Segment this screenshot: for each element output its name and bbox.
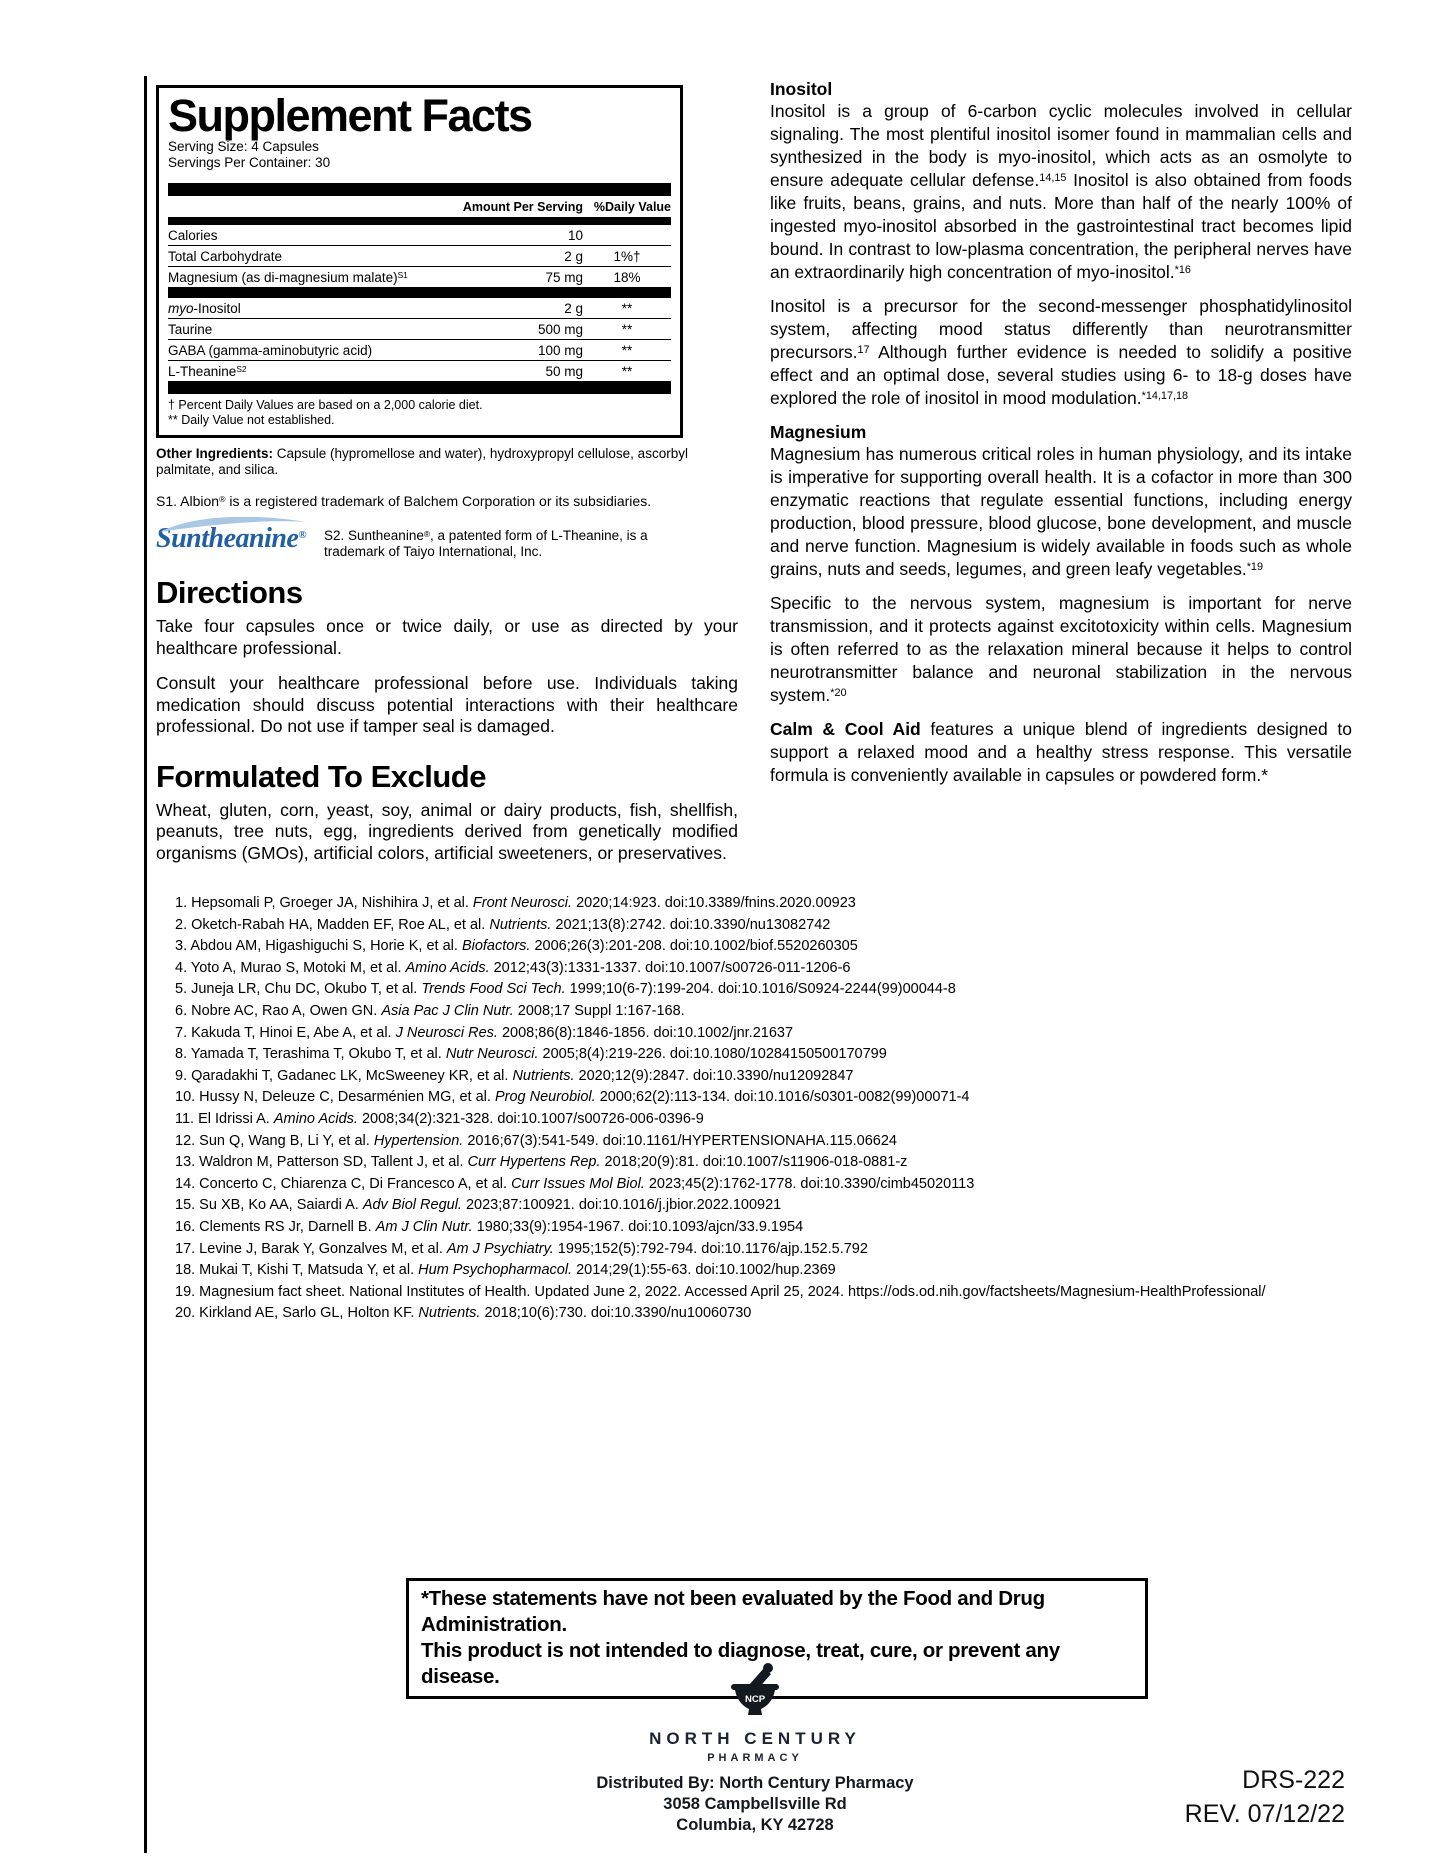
magnesium-paragraph-2: Specific to the nervous system, magnesium is important for nerve transmission, and it protects against excitotoxicity within cells. Magnesium is often referred to as the relaxation mineral because it helps to control neurotransmitter balance and neuronal stabilization in the nervous system.$^{*20}$ [770,593,1352,705]
s2-note-line2: trademark of Taiyo International, Inc. [324,544,543,559]
supplement-facts-title: Supplement Facts [168,90,532,141]
inositol-heading: Inositol [770,79,833,99]
supplement-facts-panel [156,85,683,438]
sf-row: Magnesium (as di-magnesium malate)$^{S1}$ 75 mg 18% [168,266,671,287]
col-header-amount: Amount Per Serving [462,200,583,214]
magnesium-heading: Magnesium [770,422,867,442]
formulated-body: Wheat, gluten, corn, yeast, soy, animal or dairy products, fish, shellfish, peanuts, tree nuts, egg, ingredients derived from genetically modified organisms (GMOs), artificial colors, artificial sweeteners, or preservatives. [156,799,738,863]
directions-paragraph-2: Consult your healthcare professional before use. Individuals taking medication should discuss potential interactions with their healthcare professional. Do not use if tamper seal is damaged. [156,673,738,736]
reference-item: 7. Kakuda T, Hinoi E, Abe A, et al. J Neurosci Res. 2008;86(8):1846-1856. doi:10.1002/jnr.21637 [175,1024,794,1041]
reference-item: 20. Kirkland AE, Sarlo GL, Holton KF. Nutrients. 2018;10(6):730. doi:10.3390/nu10060730 [175,1305,752,1322]
brand-name: NORTH CENTURY [649,1729,861,1748]
calm-cool-aid-rest: features a unique blend of ingredients designed to support a relaxed mood and a healthy stress response. This versatile formula is conveniently available in capsules or powdered form.* [770,719,1353,785]
calm-cool-aid-lead: Calm & Cool Aid [770,719,921,739]
reference-item: 10. Hussy N, Deleuze C, Desarménien MG, et al. Prog Neurobiol. 2000;62(2):113-134. doi:10.1016/s0301-0082(99)00071-4 [175,1089,970,1106]
mortar-pestle-icon [722,1662,788,1720]
registered-mark: ® [298,529,307,542]
reference-item: 6. Nobre AC, Rao A, Owen GN. Asia Pac J Clin Nutr. 2008;17 Suppl 1:167-168. [175,1002,685,1019]
inositol-paragraph-2: Inositol is a precursor for the second-messenger phosphatidylinositol system, affecting mood status differently than neurotransmitter precursors.$^{17}$ Although further evidence is needed to solidify a positive effect and an optimal dose, several studies using 6- to 18-g doses have explored the role of inositol in mood modulation.$^{*14,17,18}$ [770,296,1352,408]
sf-row: Calories 10 [168,227,583,243]
s2-note-line1: S2. Suntheanine®, a patented form of L-Theanine, is a [324,528,648,543]
directions-paragraph-1: Take four capsules once or twice daily, or use as directed by your healthcare professional. [156,616,738,658]
reference-item: 2. Oketch-Rabah HA, Madden EF, Roe AL, et al. Nutrients. 2021;13(8):2742. doi:10.3390/nu13082742 [175,916,831,933]
divider-bar-thick [168,183,671,196]
revision-date: REV. 07/12/22 [1184,1800,1345,1828]
s2-trademark-note [324,524,648,560]
directions-heading: Directions [156,575,303,610]
reference-item: 4. Yoto A, Murao S, Motoki M, et al. Amino Acids. 2012;43(3):1331-1337. doi:10.1007/s00726-011-1206-6 [175,959,851,976]
document-number-block [1185,1763,1345,1831]
document-code: DRS-222 [1242,1766,1345,1794]
references-list [175,893,1266,1325]
reference-item: 8. Yamada T, Terashima T, Okubo T, et al. Nutr Neurosci. 2005;8(4):219-226. doi:10.1080/10284150500170799 [175,1046,887,1063]
right-column [770,78,1352,798]
reference-item: 16. Clements RS Jr, Darnell B. Am J Clin Nutr. 1980;33(9):1954-1967. doi:10.1093/ajcn/33.9.1954 [175,1218,804,1235]
inositol-paragraph-1: Inositol is a group of 6-carbon cyclic molecules involved in cellular signaling. The most plentiful inositol isomer found in mammalian cells and synthesized in the body is myo-inositol, which acts as an osmolyte to ensure adequate cellular defense.$^{14,15}$ Inositol is also obtained from foods like fruits, beans, grains, and nuts. More than half of the nearly 100% of ingested myo-inositol absorbed in the gastrointestinal tract becomes lipid bound. In contrast to low-plasma concentration, the peripheral nerves have an extraordinarily high concentration of myo-inositol.$^{*16}$ [770,101,1352,282]
sf-footnote-asterisk: ** Daily Value not established. [168,413,335,427]
suntheanine-wordmark: Suntheanine® [156,523,307,554]
serving-size: Serving Size: 4 Capsules [168,139,319,154]
reference-item: 14. Concerto C, Chiarenza C, Di Francesco A, et al. Curr Issues Mol Biol. 2023;45(2):1762-1778. doi:10.3390/cimb45020113 [175,1175,975,1192]
other-ingredients-label: Other Ingredients: [156,446,274,461]
reference-item: 1. Hepsomali P, Groeger JA, Nishihira J, et al. Front Neurosci. 2020;14:923. doi:10.3389/fnins.2020.00923 [175,895,856,911]
disclaimer-line-2: This product is not intended to diagnose, treat, cure, or prevent any disease. [421,1639,1060,1688]
formulated-heading: Formulated To Exclude [156,758,486,794]
s1-trademark-note: S1. Albion® is a registered trademark of Balchem Corporation or its subsidiaries. [156,493,652,509]
reference-item: 18. Mukai T, Kishi T, Matsuda Y, et al. Hum Psychopharmacol. 2014;29(1):55-63. doi:10.1002/hup.2369 [175,1262,836,1279]
sf-footnote-dv: † Percent Daily Values are based on a 2,000 calorie diet. [168,398,483,412]
col-header-dv: %Daily Value [593,200,671,214]
disclaimer-line-1: *These statements have not been evaluated by the Food and Drug Administration. [421,1587,1045,1636]
distributor-footer [455,1662,1055,1836]
other-ingredients [156,446,738,478]
magnesium-paragraph-1: Magnesium has numerous critical roles in human physiology, and its intake is imperative for supporting overall health. It is a cofactor in more than 300 enzymatic reactions that regulate essential functions, including energy production, blood pressure, blood glucose, bone development, and muscle and nerve function. Magnesium is widely available in foods such as whole grains, nuts and seeds, legumes, and green leafy vegetables.$^{*19}$ [770,444,1352,579]
reference-item: 5. Juneja LR, Chu DC, Okubo T, et al. Trends Food Sci Tech. 1999;10(6-7):199-204. doi:10.1016/S0924-2244(99)00044-8 [175,981,956,998]
sf-row: L-Theanine$^{S2}$ 50 mg ** [168,360,671,381]
reference-item: 11. El Idrissi A. Amino Acids. 2008;34(2):321-328. doi:10.1007/s00726-006-0396-9 [175,1110,704,1127]
sf-column-headers [168,196,671,217]
servings-per-container: Servings Per Container: 30 [168,155,331,170]
swoosh-icon [158,517,308,535]
sf-row: Taurine 500 mg ** [168,318,671,339]
divider-bar-thick [168,287,671,298]
distributed-by-line: Distributed By: North Century Pharmacy [596,1774,914,1792]
sf-rows-bottom [168,298,671,381]
brand-subtitle: PHARMACY [707,1752,803,1764]
reference-item: 15. Su XB, Ko AA, Saiardi A. Adv Biol Regul. 2023;87:100921. doi:10.1016/j.jbior.2022.100921 [175,1197,782,1214]
sf-row: Total Carbohydrate 2 g 1%† [168,245,671,266]
suntheanine-block [156,524,738,560]
address-street: 3058 Campbellsville Rd [663,1795,847,1813]
divider-bar-medium [168,217,671,225]
reference-item: 17. Levine J, Barak Y, Gonzalves M, et al. Am J Psychiatry. 1995;152(5):792-794. doi:10.1176/ajp.152.5.792 [175,1240,868,1257]
reference-item: 12. Sun Q, Wang B, Li Y, et al. Hypertension. 2016;67(3):541-549. doi:10.1161/HYPERTENSIONAHA.115.06624 [175,1132,897,1149]
reference-item: 9. Qaradakhi T, Gadanec LK, McSweeney KR, et al. Nutrients. 2020;12(9):2847. doi:10.3390/nu12092847 [175,1067,854,1084]
distributor-address [455,1773,1055,1836]
calm-cool-aid-paragraph [770,718,1352,787]
other-ingredients-text: Capsule (hypromellose and water), hydroxypropyl cellulose, ascorbyl palmitate, and silica. [156,446,688,477]
ncp-monogram: NCP [744,1694,766,1705]
sf-row: myo-Inositol 2 g ** [168,300,633,316]
divider-bar-thick [168,381,671,394]
left-column [156,85,738,864]
reference-item: 13. Waldron M, Patterson SD, Tallent J, et al. Curr Hypertens Rep. 2018;20(9):81. doi:10.1007/s11906-018-0881-z [175,1154,908,1171]
label-edge-rule [144,76,147,1853]
sf-rows-top [168,225,671,287]
reference-item: 19. Magnesium fact sheet. National Institutes of Health. Updated June 2, 2022. Accessed April 25, 2024. https://ods.od.nih.gov/factsheets/Magnesium-HealthProfessional/ [175,1283,1266,1300]
address-city: Columbia, KY 42728 [676,1816,834,1834]
reference-item: 3. Abdou AM, Higashiguchi S, Horie K, et al. Biofactors. 2006;26(3):201-208. doi:10.1002/biof.5520260305 [175,938,858,955]
suntheanine-logo [156,524,324,554]
sf-row: GABA (gamma-aminobutyric acid) 100 mg ** [168,339,671,360]
